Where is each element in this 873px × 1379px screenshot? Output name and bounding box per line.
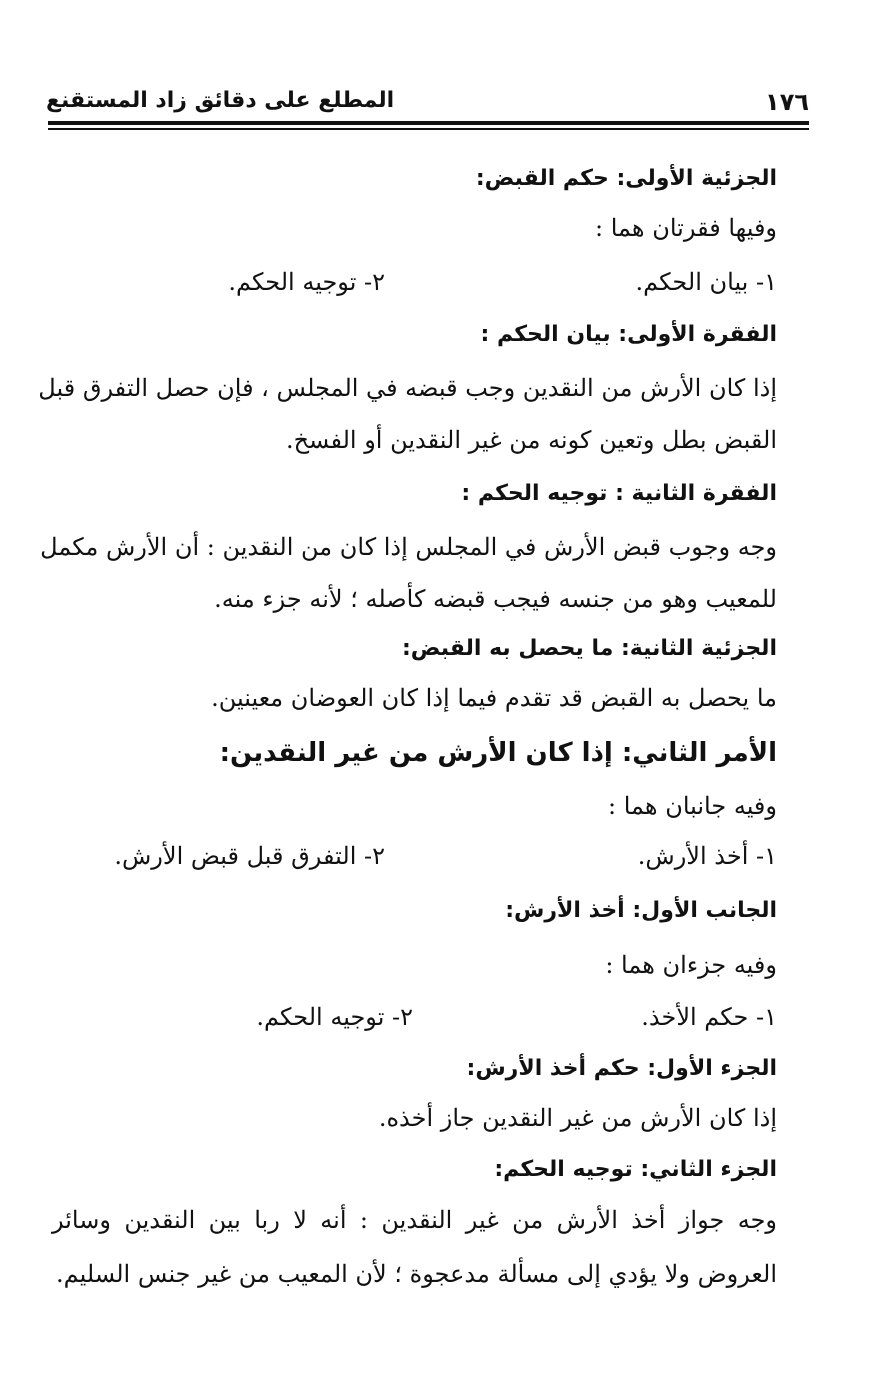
paragraph-line: إذا كان الأرش من غير النقدين جاز أخذه. [378, 1104, 777, 1132]
paragraph-line: ما يحصل به القبض قد تقدم فيما إذا كان العوضان معينين. [211, 684, 777, 712]
heading-section-1: الجزئية الأولى: حكم القبض: [475, 166, 777, 191]
heading-matter-2: الأمر الثاني: إذا كان الأرش من غير النقدين: [219, 738, 777, 768]
heading-part-2: الجزء الثاني: توجيه الحكم: [494, 1157, 777, 1182]
paragraph-line: وفيه جانبان هما : [608, 792, 777, 820]
book-title: المطلع على دقائق زاد المستقنع [46, 88, 395, 113]
header-thin-rule [48, 128, 809, 130]
page-number: ١٧٦ [765, 88, 809, 116]
list-item-2: ٢- التفرق قبل قبض الأرش. [114, 842, 385, 870]
heading-part-1: الجزء الأول: حكم أخذ الأرش: [466, 1056, 777, 1081]
paragraph-line: إذا كان الأرش من النقدين وجب قبضه في المجلس ، فإن حصل التفرق قبل [38, 374, 777, 402]
list-item-1: ١- حكم الأخذ. [641, 1003, 777, 1031]
list-item-1: ١- أخذ الأرش. [637, 842, 777, 870]
paragraph-line: للمعيب وهو من جنسه فيجب قبضه كأصله ؛ لأنه جزء منه. [214, 585, 777, 613]
paragraph-line: القبض بطل وتعين كونه من غير النقدين أو الفسخ. [285, 426, 777, 454]
list-item-2: ٢- توجيه الحكم. [256, 1003, 413, 1031]
paragraph-line: وفيها فقرتان هما : [595, 214, 777, 242]
heading-paragraph-2: الفقرة الثانية : توجيه الحكم : [461, 481, 777, 506]
paragraph-line: العروض ولا يؤدي إلى مسألة مدعجوة ؛ لأن المعيب من غير جنس السليم. [56, 1260, 777, 1288]
heading-paragraph-1: الفقرة الأولى: بيان الحكم : [480, 322, 777, 347]
header-thick-rule [48, 121, 809, 125]
list-item-2: ٢- توجيه الحكم. [228, 268, 385, 296]
list-item-1: ١- بيان الحكم. [635, 268, 777, 296]
paragraph-line: وجه جواز أخذ الأرش من غير النقدين : أنه لا ربا بين النقدين وسائر [52, 1206, 777, 1234]
heading-side-1: الجانب الأول: أخذ الأرش: [505, 898, 777, 923]
paragraph-line: وجه وجوب قبض الأرش في المجلس إذا كان من النقدين : أن الأرش مكمل [40, 533, 777, 561]
paragraph-line: وفيه جزءان هما : [605, 951, 777, 979]
heading-section-2: الجزئية الثانية: ما يحصل به القبض: [402, 636, 777, 661]
